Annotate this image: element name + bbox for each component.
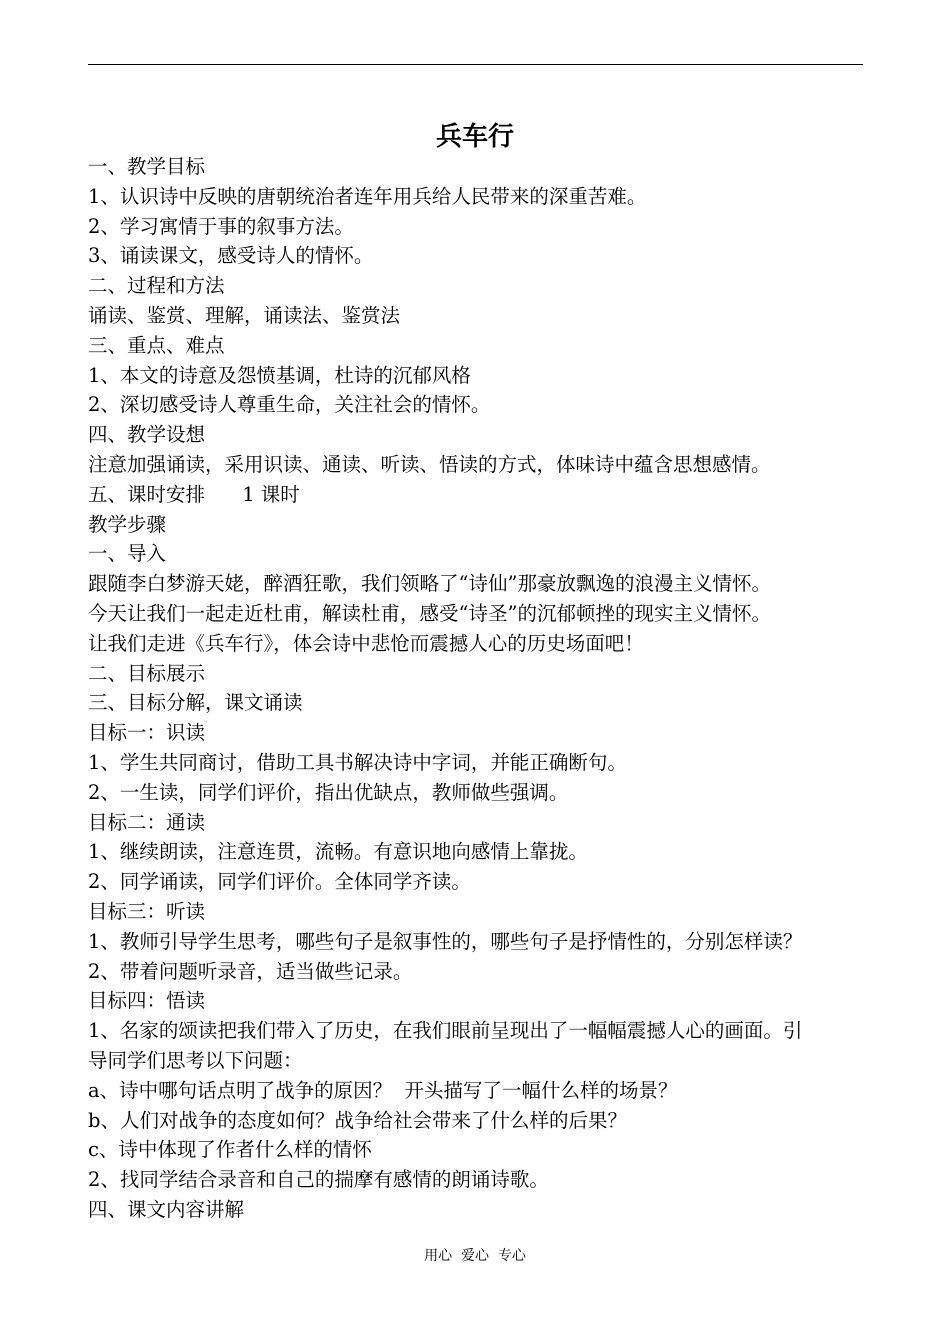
text-line: 一、导入: [88, 542, 167, 566]
text-line: 教学步骤: [88, 512, 167, 536]
text-line: 1、名家的颂读把我们带入了历史，在我们眼前呈现出了一幅幅震撼人心的画面。引: [88, 1019, 803, 1043]
text-line: 四、课文内容讲解: [88, 1197, 245, 1221]
text-line: 五、课时安排 1 课时: [88, 482, 300, 506]
text-line: 2、深切感受诗人尊重生命，关注社会的情怀。: [88, 393, 491, 417]
text-line: 导同学们思考以下问题：: [88, 1048, 303, 1072]
text-line: 诵读、鉴赏、理解，诵读法、鉴赏法: [88, 303, 401, 327]
text-line: 目标二：通读: [88, 810, 206, 834]
header-rule: [88, 64, 863, 65]
text-line: 3、诵读课文，感受诗人的情怀。: [88, 244, 374, 268]
text-line: b、人们对战争的态度如何？战争给社会带来了什么样的后果？: [88, 1108, 627, 1132]
text-line: 目标一：识读: [88, 721, 206, 745]
text-line: 1、继续朗读，注意连贯，流畅。有意识地向感情上靠拢。: [88, 840, 588, 864]
text-line: 跟随李白梦游天姥，醉酒狂歌，我们领略了“诗仙”那豪放飘逸的浪漫主义情怀。: [88, 572, 771, 596]
text-line: 1、本文的诗意及怨愤基调，杜诗的沉郁风格: [88, 363, 471, 387]
text-line: 一、教学目标: [88, 155, 206, 178]
text-line: 2、找同学结合录音和自己的揣摩有感情的朗诵诗歌。: [88, 1168, 549, 1192]
text-line: 1、学生共同商讨，借助工具书解决诗中字词，并能正确断句。: [88, 750, 627, 774]
text-line: 目标三：听读: [88, 899, 206, 923]
document-title: 兵车行: [435, 122, 514, 152]
text-line: 今天让我们一起走近杜甫，解读杜甫，感受“诗圣”的沉郁顿挫的现实主义情怀。: [88, 601, 771, 625]
text-line: 2、学习寓情于事的叙事方法。: [88, 214, 354, 238]
text-line: 2、一生读，同学们评价，指出优缺点，教师做些强调。: [88, 780, 569, 804]
text-line: 注意加强诵读，采用识读、通读、听读、悟读的方式，体味诗中蕴含思想感情。: [88, 452, 771, 476]
text-line: 让我们走进《兵车行》，体会诗中悲怆而震撼人心的历史场面吧！: [88, 631, 644, 655]
text-line: 三、目标分解，课文诵读: [88, 691, 303, 715]
document-body: [88, 152, 863, 1225]
text-line: 2、带着问题听录音，适当做些记录。: [88, 959, 413, 983]
text-line: 三、重点、难点: [88, 333, 225, 357]
text-line: 目标四：悟读: [88, 989, 206, 1013]
text-line: 1、教师引导学生思考，哪些句子是叙事性的，哪些句子是抒情性的，分别怎样读？: [88, 929, 803, 953]
text-line: a、诗中哪句话点明了战争的原因？ 开头描写了一幅什么样的场景？: [88, 1078, 678, 1102]
page-footer: 用心 爱心 专心: [424, 1248, 526, 1264]
text-line: 二、目标展示: [88, 661, 206, 685]
text-line: 四、教学设想: [88, 423, 206, 447]
text-line: 2、同学诵读，同学们评价。全体同学齐读。: [88, 870, 471, 894]
text-line: 二、过程和方法: [88, 274, 225, 298]
text-line: c、诗中体现了作者什么样的情怀: [88, 1138, 372, 1162]
text-line: 1、认识诗中反映的唐朝统治者连年用兵给人民带来的深重苦难。: [88, 184, 647, 208]
